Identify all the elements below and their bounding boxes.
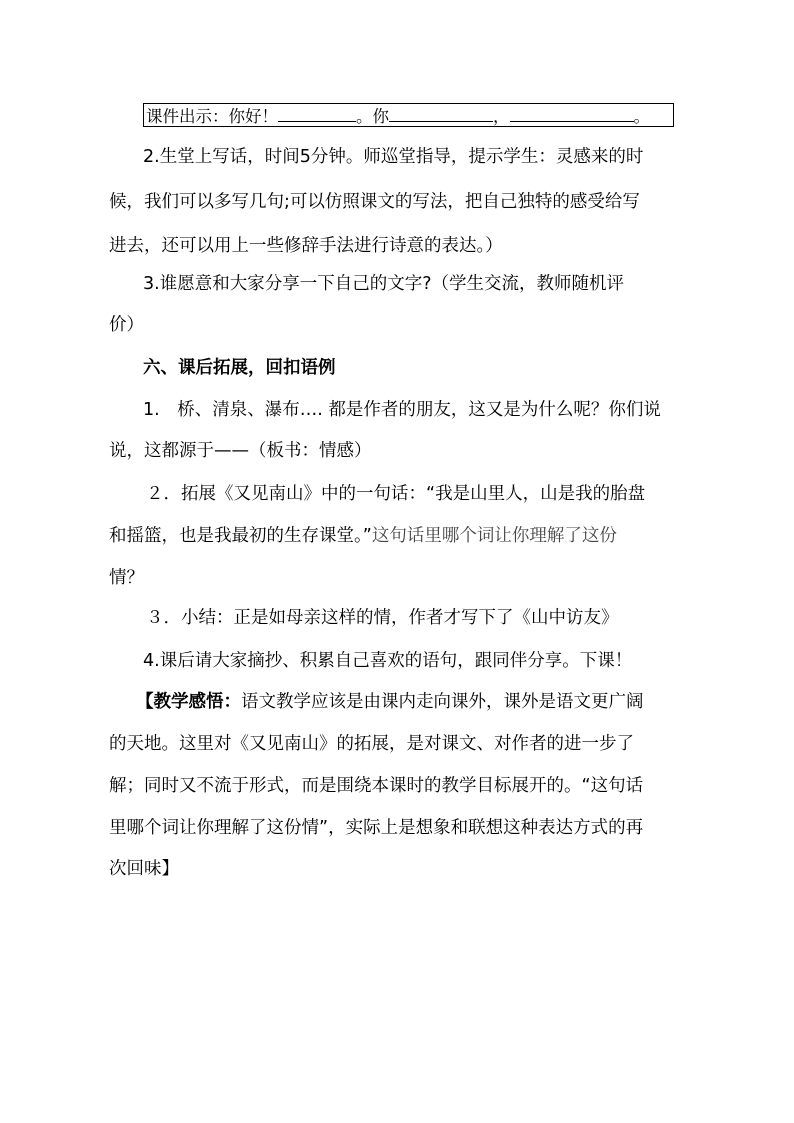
reflection-line1-rest: 语文教学应该是由课内走向课外，课外是语文更广阔 [241,692,644,712]
courseware-comma: ， [493,107,510,126]
reflection-line5: 次回味】 [109,859,179,879]
item3-line2: 价） [109,315,144,335]
reflection-line4: 里哪个词让你理解了这份情”，实际上是想象和联想这种表达方式的再 [109,818,644,838]
item2-line3: 进去，还可以用上一些修辞手法进行诗意的表达。） [109,236,503,256]
item2-line2: 候，我们可以多写几句;可以仿照课文的写法，把自己独特的感受给写 [109,192,640,212]
courseware-box [143,103,674,127]
reflection-line3: 解；同时又不流于形式，而是围绕本课时的教学目标展开的。“这句话 [109,776,644,796]
fill-blank-2 [389,104,493,122]
fill-blank-1 [278,104,356,122]
section6-p2-line3: 情？ [109,568,144,588]
section6-p4: 4.课后请大家摘抄、积累自己喜欢的语句，跟同伴分享。下课！ [143,651,633,671]
courseware-label: 课件出示：你好！ [146,107,278,126]
item2-line1: 2.生堂上写话，时间5分钟。师巡堂指导，提示学生：灵感来的时 [143,147,644,167]
section6-heading: 六、课后拓展，回扣语例 [143,358,336,378]
section6-p1-line2: 说，这都源于——（板书：情感） [109,441,372,461]
section6-p2-line2-b: 这句话里哪个词让你理解了这份 [371,526,617,546]
courseware-mid: 。你 [356,107,389,126]
fill-blank-3 [510,104,634,122]
reflection-line1 [136,690,644,714]
courseware-end: 。 [633,107,650,126]
item3-line1: 3.谁愿意和大家分享一下自己的文字?（学生交流，教师随机评 [143,274,624,294]
section6-p3: ３．小结：正是如母亲这样的情，作者才写下了《山中访友》 [146,608,619,628]
section6-p2-line1: ２．拓展《又见南山》中的一句话：“我是山里人，山是我的胎盘 [146,484,646,504]
section6-p1-line1: 1. 桥、清泉、瀑布…. 都是作者的朋友，这又是为什么呢？你们说 [143,400,661,420]
section6-p2-line2 [109,524,617,548]
section6-p2-line2-a: 和摇篮，也是我最初的生存课堂。” [109,526,372,546]
reflection-line2: 的天地。这里对《又见南山》的拓展，是对课文、对作者的进一步了 [109,734,634,754]
reflection-label: 【教学感悟： [136,692,241,712]
